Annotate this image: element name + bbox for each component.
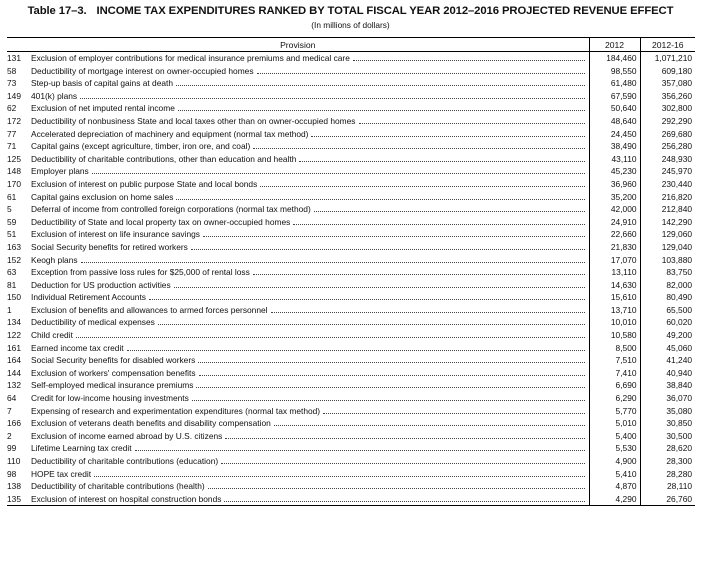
- dot-leader: [199, 375, 585, 376]
- dot-leader: [176, 85, 585, 86]
- provision-id: 132: [7, 380, 21, 391]
- provision-description: HOPE tax credit: [31, 468, 92, 479]
- table-row: [7, 442, 695, 455]
- provision-description-cell: [31, 291, 589, 304]
- dot-leader: [293, 224, 584, 225]
- provision-id: 98: [7, 468, 17, 479]
- provision-id: 161: [7, 342, 21, 353]
- provision-description-cell: [31, 216, 589, 229]
- value-2012: 17,070: [589, 254, 640, 267]
- provision-id: 170: [7, 178, 21, 189]
- provision-description: Exclusion of workers' compensation benefits: [31, 367, 196, 378]
- provision-id: 99: [7, 443, 17, 454]
- value-2012-16: 1,071,210: [640, 52, 695, 65]
- provision-description: Social Security benefits for disabled workers: [31, 355, 196, 366]
- value-2012: 10,010: [589, 316, 640, 329]
- provision-description-cell: [31, 455, 589, 468]
- value-2012-16: 216,820: [640, 191, 695, 204]
- value-2012: 5,400: [589, 430, 640, 443]
- table-row: [7, 203, 695, 216]
- provision-description-cell: [31, 405, 589, 418]
- column-header-2012-16: 2012-16: [640, 38, 695, 52]
- dot-leader: [311, 136, 584, 137]
- provision-description-cell: [31, 316, 589, 329]
- provision-description-cell: [31, 153, 589, 166]
- table-row: [7, 329, 695, 342]
- provision-description: Exclusion of benefits and allowances to armed forces personnel: [31, 304, 268, 315]
- dot-leader: [221, 463, 584, 464]
- dot-leader: [260, 186, 584, 187]
- provision-description: Capital gains exclusion on home sales: [31, 191, 174, 202]
- column-header-2012: 2012: [589, 38, 640, 52]
- provision-description-cell: [31, 342, 589, 355]
- table-row: [7, 392, 695, 405]
- provision-id: 73: [7, 78, 17, 89]
- provision-description: Expensing of research and experimentation expenditures (normal tax method): [31, 405, 321, 416]
- provision-id: 144: [7, 367, 21, 378]
- provision-description-cell: [31, 493, 589, 506]
- provision-description: Deductibility of mortgage interest on owner-occupied homes: [31, 65, 254, 76]
- provision-id: 163: [7, 241, 21, 252]
- provision-description: Exclusion of interest on life insurance savings: [31, 229, 200, 240]
- provision-description: Deductibility of charitable contributions (education): [31, 456, 219, 466]
- value-2012: 35,200: [589, 191, 640, 204]
- value-2012-16: 357,080: [640, 77, 695, 90]
- table-row: [7, 379, 695, 392]
- value-2012: 15,610: [589, 291, 640, 304]
- dot-leader: [224, 501, 584, 502]
- table-row: [7, 191, 695, 204]
- provision-id: 166: [7, 418, 21, 429]
- value-2012-16: 65,500: [640, 304, 695, 317]
- table-row: [7, 367, 695, 380]
- table-row: [7, 115, 695, 128]
- provision-id: 58: [7, 65, 17, 76]
- value-2012-16: 45,060: [640, 342, 695, 355]
- provision-description: Exclusion of employer contributions for medical insurance premiums and medical care: [31, 53, 350, 63]
- provision-id: 5: [7, 204, 12, 215]
- table-row: [7, 65, 695, 78]
- provision-id: 64: [7, 393, 17, 404]
- dot-leader: [94, 476, 584, 477]
- provision-id: 125: [7, 153, 21, 164]
- value-2012: 13,110: [589, 266, 640, 279]
- provision-description: Exclusion of veterans death benefits and disability compensation: [31, 418, 271, 429]
- dot-leader: [149, 299, 585, 300]
- value-2012: 38,490: [589, 140, 640, 153]
- table-row: [7, 279, 695, 292]
- provision-description: Capital gains (except agriculture, timber, iron ore, and coal): [31, 141, 251, 152]
- provision-description-cell: [31, 480, 589, 493]
- value-2012-16: 30,500: [640, 430, 695, 443]
- provision-description-cell: [31, 115, 589, 128]
- value-2012-16: 245,970: [640, 165, 695, 178]
- dot-leader: [359, 123, 585, 124]
- value-2012: 45,230: [589, 165, 640, 178]
- provision-id: 62: [7, 103, 17, 114]
- provision-id: 61: [7, 191, 17, 202]
- dot-leader: [323, 413, 584, 414]
- provision-id: 172: [7, 115, 21, 126]
- value-2012: 184,460: [589, 52, 640, 65]
- provision-description: Accelerated depreciation of machinery and equipment (normal tax method): [31, 128, 309, 139]
- value-2012: 8,500: [589, 342, 640, 355]
- provision-id: 2: [7, 430, 12, 441]
- provision-description: Lifetime Learning tax credit: [31, 443, 132, 454]
- provision-description: Deductibility of charitable contributions (health): [31, 481, 205, 492]
- value-2012-16: 83,750: [640, 266, 695, 279]
- provision-description-cell: [31, 304, 589, 317]
- dot-leader: [127, 350, 585, 351]
- table-row: [7, 128, 695, 141]
- dot-leader: [176, 199, 584, 200]
- provision-description-cell: [31, 379, 589, 392]
- provision-description-cell: [31, 468, 589, 481]
- value-2012-16: 40,940: [640, 367, 695, 380]
- provision-id: 149: [7, 90, 21, 101]
- dot-leader: [314, 211, 585, 212]
- value-2012: 6,690: [589, 379, 640, 392]
- provision-description-cell: [31, 90, 589, 103]
- dot-leader: [225, 438, 584, 439]
- value-2012-16: 269,680: [640, 128, 695, 141]
- provision-description-cell: [31, 266, 589, 279]
- table-subtitle: (In millions of dollars): [311, 20, 390, 30]
- provision-description-cell: [31, 165, 589, 178]
- dot-leader: [257, 73, 585, 74]
- provision-description-cell: [31, 430, 589, 443]
- value-2012: 36,960: [589, 178, 640, 191]
- value-2012-16: 256,280: [640, 140, 695, 153]
- value-2012-16: 36,070: [640, 392, 695, 405]
- table-row: [7, 266, 695, 279]
- provision-description-cell: [31, 102, 589, 115]
- dot-leader: [81, 262, 585, 263]
- dot-leader: [80, 98, 584, 99]
- dot-leader: [191, 249, 585, 250]
- provision-description: Employer plans: [31, 166, 89, 177]
- table-row: [7, 417, 695, 430]
- table-row: [7, 430, 695, 443]
- dot-leader: [76, 337, 585, 338]
- table-row: [7, 455, 695, 468]
- value-2012: 13,710: [589, 304, 640, 317]
- value-2012-16: 129,040: [640, 241, 695, 254]
- provision-description: Keogh plans: [31, 254, 78, 265]
- value-2012-16: 38,840: [640, 379, 695, 392]
- provision-description: Deductibility of charitable contributions, other than education and health: [31, 153, 297, 164]
- provision-description: Earned income tax credit: [31, 342, 124, 353]
- value-2012: 42,000: [589, 203, 640, 216]
- dot-leader: [178, 110, 585, 111]
- provision-description-cell: [31, 417, 589, 430]
- provision-id: 134: [7, 317, 21, 328]
- value-2012-16: 142,290: [640, 216, 695, 229]
- provision-id: 1: [7, 304, 12, 315]
- value-2012: 6,290: [589, 392, 640, 405]
- provision-description: Exception from passive loss rules for $25,000 of rental loss: [31, 267, 250, 278]
- value-2012: 10,580: [589, 329, 640, 342]
- value-2012-16: 230,440: [640, 178, 695, 191]
- dot-leader: [299, 161, 584, 162]
- table-row: [7, 90, 695, 103]
- table-row: [7, 52, 695, 65]
- table-row: [7, 241, 695, 254]
- column-header-provision: Provision: [7, 38, 589, 52]
- provision-id: 51: [7, 229, 17, 240]
- provision-description: 401(k) plans: [31, 90, 78, 101]
- table-number: Table 17–3.: [27, 5, 87, 17]
- value-2012: 4,290: [589, 493, 640, 506]
- tax-expenditures-table: [7, 37, 695, 506]
- table-row: [7, 342, 695, 355]
- table-row: [7, 140, 695, 153]
- provision-description: Exclusion of interest on public purpose State and local bonds: [31, 178, 258, 189]
- provision-id: 81: [7, 279, 17, 290]
- provision-description-cell: [31, 140, 589, 153]
- value-2012: 4,870: [589, 480, 640, 493]
- table-title: [0, 5, 701, 17]
- dot-leader: [353, 60, 585, 61]
- provision-description: Credit for low-income housing investments: [31, 393, 189, 404]
- provision-id: 150: [7, 292, 21, 303]
- value-2012-16: 292,290: [640, 115, 695, 128]
- value-2012: 7,410: [589, 367, 640, 380]
- provision-description-cell: [31, 52, 589, 65]
- value-2012-16: 60,020: [640, 316, 695, 329]
- value-2012-16: 28,280: [640, 468, 695, 481]
- table-row: [7, 493, 695, 506]
- provision-description: Step-up basis of capital gains at death: [31, 78, 174, 89]
- dot-leader: [192, 400, 585, 401]
- dot-leader: [158, 324, 585, 325]
- value-2012-16: 41,240: [640, 354, 695, 367]
- table-row: [7, 480, 695, 493]
- provision-description: Self-employed medical insurance premiums: [31, 380, 194, 391]
- dot-leader: [92, 173, 585, 174]
- value-2012: 14,630: [589, 279, 640, 292]
- table-row: [7, 178, 695, 191]
- dot-leader: [196, 387, 584, 388]
- value-2012-16: 49,200: [640, 329, 695, 342]
- value-2012-16: 103,880: [640, 254, 695, 267]
- table-header: [7, 38, 695, 52]
- value-2012-16: 30,850: [640, 417, 695, 430]
- provision-description: Exclusion of net imputed rental income: [31, 103, 175, 114]
- dot-leader: [203, 236, 585, 237]
- provision-id: 63: [7, 267, 17, 278]
- table-row: [7, 254, 695, 267]
- provision-description-cell: [31, 442, 589, 455]
- provision-description: Deductibility of medical expenses: [31, 317, 155, 328]
- table-row: [7, 165, 695, 178]
- provision-description: Exclusion of interest on hospital construction bonds: [31, 493, 222, 504]
- table-body: [7, 52, 695, 506]
- provision-id: 148: [7, 166, 21, 177]
- provision-id: 135: [7, 493, 31, 506]
- provision-id: 7: [7, 405, 12, 416]
- provision-id: 122: [7, 330, 21, 341]
- provision-description-cell: [31, 241, 589, 254]
- value-2012-16: 248,930: [640, 153, 695, 166]
- provision-description-cell: [31, 329, 589, 342]
- provision-description-cell: [31, 191, 589, 204]
- value-2012: 4,900: [589, 455, 640, 468]
- dot-leader: [253, 148, 584, 149]
- table-row: [7, 468, 695, 481]
- provision-id: 71: [7, 141, 17, 152]
- table-row: [7, 405, 695, 418]
- provision-id: 77: [7, 128, 17, 139]
- provision-description-cell: [31, 228, 589, 241]
- provision-id: 152: [7, 254, 21, 265]
- value-2012: 43,110: [589, 153, 640, 166]
- value-2012: 5,410: [589, 468, 640, 481]
- value-2012: 67,590: [589, 90, 640, 103]
- dot-leader: [198, 362, 584, 363]
- value-2012-16: 35,080: [640, 405, 695, 418]
- provision-description: Social Security benefits for retired workers: [31, 241, 188, 252]
- table-row: [7, 354, 695, 367]
- value-2012-16: 302,800: [640, 102, 695, 115]
- table-title-text: INCOME TAX EXPENDITURES RANKED BY TOTAL FISCAL YEAR 2012–2016 PROJECTED REVENUE EFFECT: [96, 5, 674, 17]
- provision-id: 164: [7, 355, 21, 366]
- provision-description-cell: [31, 77, 589, 90]
- provision-description: Deductibility of nonbusiness State and local taxes other than on owner-occupied homes: [31, 115, 356, 126]
- dot-leader: [174, 287, 585, 288]
- provision-description-cell: [31, 254, 589, 267]
- provision-description-cell: [31, 203, 589, 216]
- dot-leader: [253, 274, 585, 275]
- provision-id: 59: [7, 216, 17, 227]
- value-2012: 24,910: [589, 216, 640, 229]
- value-2012: 22,660: [589, 228, 640, 241]
- table-row: [7, 102, 695, 115]
- provision-id: 138: [7, 481, 21, 492]
- provision-description: Deduction for US production activities: [31, 279, 171, 290]
- provision-id: 131: [7, 53, 21, 63]
- dot-leader: [208, 488, 585, 489]
- table-row: [7, 153, 695, 166]
- value-2012: 61,480: [589, 77, 640, 90]
- value-2012-16: 129,060: [640, 228, 695, 241]
- value-2012: 24,450: [589, 128, 640, 141]
- value-2012-16: 356,260: [640, 90, 695, 103]
- dot-leader: [271, 312, 585, 313]
- value-2012: 48,640: [589, 115, 640, 128]
- provision-description: Deferral of income from controlled foreign corporations (normal tax method): [31, 204, 311, 215]
- value-2012-16: 80,490: [640, 291, 695, 304]
- table-row: [7, 291, 695, 304]
- value-2012-16: 28,300: [640, 455, 695, 468]
- provision-description-cell: [31, 65, 589, 78]
- value-2012: 98,550: [589, 65, 640, 78]
- value-2012-16: 26,760: [640, 493, 695, 506]
- provision-description: Deductibility of State and local property tax on owner-occupied homes: [31, 216, 291, 227]
- dot-leader: [135, 450, 585, 451]
- provision-description-cell: [31, 367, 589, 380]
- provision-description: Individual Retirement Accounts: [31, 292, 146, 303]
- value-2012: 5,010: [589, 417, 640, 430]
- value-2012-16: 28,110: [640, 480, 695, 493]
- provision-description: Child credit: [31, 330, 73, 341]
- provision-description-cell: [31, 354, 589, 367]
- dot-leader: [274, 425, 585, 426]
- table-row: [7, 316, 695, 329]
- value-2012: 50,640: [589, 102, 640, 115]
- provision-description-cell: [31, 392, 589, 405]
- provision-description-cell: [31, 279, 589, 292]
- value-2012-16: 82,000: [640, 279, 695, 292]
- table-row: [7, 228, 695, 241]
- table-row: [7, 77, 695, 90]
- provision-description-cell: [31, 128, 589, 141]
- value-2012-16: 609,180: [640, 65, 695, 78]
- value-2012: 7,510: [589, 354, 640, 367]
- provision-description-cell: [31, 178, 589, 191]
- value-2012: 5,770: [589, 405, 640, 418]
- value-2012-16: 212,840: [640, 203, 695, 216]
- value-2012-16: 28,620: [640, 442, 695, 455]
- table-row: [7, 304, 695, 317]
- table-row: [7, 216, 695, 229]
- value-2012: 21,830: [589, 241, 640, 254]
- provision-description: Exclusion of income earned abroad by U.S. citizens: [31, 430, 223, 441]
- value-2012: 5,530: [589, 442, 640, 455]
- provision-id: 110: [7, 456, 21, 466]
